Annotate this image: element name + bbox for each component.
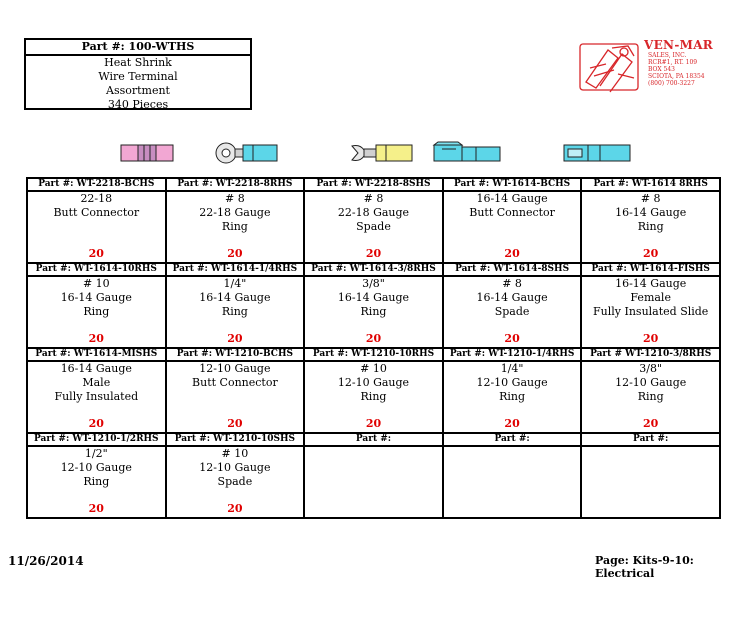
part-quantity: 20 — [227, 247, 243, 260]
part-number: Part #: WT-2218-BCHS — [28, 179, 165, 192]
part-quantity: 20 — [365, 417, 382, 430]
part-desc-line: Butt Connector — [469, 206, 555, 219]
terminal-icons-row — [27, 136, 721, 170]
address-line: BOX 543 — [648, 66, 675, 73]
part-cell — [581, 348, 720, 433]
part-desc-line: 16-14 Gauge — [337, 291, 410, 304]
part-desc-line: 16-14 Gauge — [199, 291, 271, 304]
male-disconnect-icon — [557, 136, 637, 170]
part-desc-line: 16-14 Gauge — [615, 277, 687, 290]
kit-part-number: Part #: 100-WTHS — [26, 40, 250, 56]
part-cell — [581, 178, 720, 263]
part-desc-line: 16-14 Gauge — [615, 206, 687, 219]
part-quantity: 20 — [227, 332, 243, 345]
part-desc-line: 22-18 Gauge — [199, 206, 271, 219]
part-cell — [304, 178, 443, 263]
part-card — [167, 349, 304, 430]
page-label: Page: Kits-9-10: Electrical — [595, 554, 694, 580]
spade-terminal-icon — [342, 136, 422, 170]
kit-desc-line: Heat Shrink — [104, 56, 172, 69]
part-description — [444, 362, 581, 417]
part-quantity: 20 — [365, 332, 382, 345]
part-description — [305, 447, 442, 515]
part-desc-line: Ring — [499, 390, 526, 403]
part-desc-line: Butt Connector — [53, 206, 140, 219]
part-number: Part #: WT-1614 8RHS — [582, 179, 719, 192]
part-desc-line: Fully Insulated — [54, 390, 139, 403]
part-description — [28, 277, 165, 332]
part-desc-line: Spade — [356, 220, 391, 233]
part-description — [28, 362, 165, 417]
part-cell — [27, 433, 166, 518]
part-desc-line: Female — [630, 291, 671, 304]
part-desc-line: 12-10 Gauge — [615, 376, 687, 389]
part-desc-line: 12-10 Gauge — [337, 376, 410, 389]
part-card — [28, 264, 165, 345]
part-desc-line: 16-14 Gauge — [60, 291, 132, 304]
part-description — [305, 277, 442, 332]
part-card — [582, 179, 719, 260]
part-desc-line: # 8 — [363, 192, 384, 205]
part-card — [167, 434, 304, 515]
part-card — [167, 264, 304, 345]
part-quantity: 20 — [227, 417, 243, 430]
part-cell — [27, 178, 166, 263]
part-quantity: 20 — [643, 332, 659, 345]
brand-address — [648, 52, 705, 87]
part-desc-line: # 10 — [360, 362, 387, 375]
part-description — [28, 192, 165, 247]
part-desc-line: Butt Connector — [192, 376, 278, 389]
part-desc-line: # 8 — [640, 192, 661, 205]
venmar-logo-icon — [578, 38, 642, 96]
part-quantity: 20 — [504, 332, 520, 345]
part-number: Part #: WT-1210-1/2RHS — [28, 434, 165, 447]
print-date: 11/26/2014 — [8, 554, 84, 568]
part-card — [305, 264, 442, 345]
part-card — [444, 434, 581, 515]
part-number: Part #: WT-1614-1/4RHS — [167, 264, 304, 277]
part-number: Part #: WT-2218-8SHS — [305, 179, 442, 192]
part-desc-line: Spade — [494, 305, 530, 318]
part-cell — [166, 348, 305, 433]
address-line: RCR#1, RT. 109 — [648, 59, 698, 66]
part-desc-line: 16-14 Gauge — [476, 291, 548, 304]
grid-row — [27, 348, 720, 433]
part-card — [582, 264, 719, 345]
part-cell — [27, 348, 166, 433]
part-cell — [581, 433, 720, 518]
part-desc-line: Ring — [360, 390, 387, 403]
part-desc-line: Ring — [637, 390, 664, 403]
kit-desc-line: Wire Terminal — [98, 70, 178, 83]
brand-name: VEN-MAR — [644, 38, 714, 52]
part-cell — [443, 348, 582, 433]
part-number: Part #: WT-1614-8SHS — [444, 264, 581, 277]
kit-description — [26, 56, 250, 112]
part-description — [582, 277, 719, 332]
part-desc-line: # 10 — [82, 277, 110, 290]
part-desc-line: # 10 — [221, 447, 249, 460]
part-number: Part #: WT-1210-10RHS — [305, 349, 442, 362]
kit-desc-line: 340 Pieces — [107, 98, 169, 111]
part-description — [582, 192, 719, 247]
part-desc-line: Ring — [83, 475, 110, 488]
part-cell — [304, 433, 443, 518]
part-description — [305, 192, 442, 247]
part-number: Part #: WT-2218-8RHS — [167, 179, 304, 192]
part-quantity: 20 — [227, 502, 243, 515]
address-line: SCIOTA, PA 18354 — [648, 73, 705, 80]
part-description — [167, 192, 304, 247]
part-quantity: 20 — [88, 417, 104, 430]
grid-row — [27, 263, 720, 348]
part-desc-line: Spade — [217, 475, 253, 488]
part-quantity: 20 — [643, 247, 659, 260]
address-line: SALES, INC. — [648, 52, 687, 59]
part-cell — [304, 348, 443, 433]
part-card — [305, 434, 442, 515]
part-number: Part #: — [582, 434, 719, 447]
part-quantity: 20 — [88, 502, 104, 515]
part-cell — [443, 178, 582, 263]
part-cell — [443, 433, 582, 518]
part-number: Part #: WT-1614-MISHS — [28, 349, 165, 362]
part-desc-line: 12-10 Gauge — [199, 461, 271, 474]
grid-row — [27, 433, 720, 518]
part-number: Part #: WT-1614-FISHS — [582, 264, 719, 277]
part-desc-line: 1/4" — [500, 362, 524, 375]
part-desc-line: Ring — [221, 220, 248, 233]
part-description — [444, 192, 581, 247]
grid-row — [27, 178, 720, 263]
part-desc-line: Ring — [221, 305, 248, 318]
address-line: (800) 700-3227 — [648, 80, 695, 87]
part-number: Part #: WT-1614-BCHS — [444, 179, 581, 192]
part-number: Part #: — [444, 434, 581, 447]
part-card — [444, 179, 581, 260]
ring-terminal-icon — [207, 136, 287, 170]
part-description — [582, 447, 719, 515]
part-desc-line: Ring — [360, 305, 387, 318]
part-card — [305, 179, 442, 260]
part-cell — [166, 178, 305, 263]
part-description — [444, 447, 581, 515]
part-desc-line: 1/4" — [223, 277, 247, 290]
part-quantity: 20 — [643, 417, 659, 430]
part-cell — [443, 263, 582, 348]
part-description — [444, 277, 581, 332]
part-number: Part #: WT-1210-10SHS — [167, 434, 304, 447]
part-card — [582, 349, 719, 430]
company-logo — [578, 38, 718, 98]
part-description — [167, 277, 304, 332]
part-desc-line: 22-18 Gauge — [337, 206, 410, 219]
part-card — [28, 179, 165, 260]
part-card — [582, 434, 719, 515]
part-description — [167, 362, 304, 417]
part-number: Part #: WT-1210-1/4RHS — [444, 349, 581, 362]
part-cell — [27, 263, 166, 348]
part-card — [28, 349, 165, 430]
part-number: Part #: WT-1614-10RHS — [28, 264, 165, 277]
part-cell — [166, 263, 305, 348]
part-quantity: 20 — [504, 417, 520, 430]
part-desc-line: 3/8" — [639, 362, 663, 375]
part-desc-line: Ring — [637, 220, 664, 233]
part-desc-line: 16-14 Gauge — [60, 362, 132, 375]
part-number: Part #: WT-1210-BCHS — [167, 349, 304, 362]
butt-connector-icon — [107, 136, 187, 170]
part-cell — [166, 433, 305, 518]
kit-desc-line: Assortment — [106, 84, 170, 97]
part-desc-line: Fully Insulated Slide — [593, 305, 709, 318]
part-card — [444, 349, 581, 430]
part-card — [167, 179, 304, 260]
part-number: Part #: — [305, 434, 442, 447]
part-desc-line: 3/8" — [362, 277, 385, 290]
part-cell — [304, 263, 443, 348]
part-desc-line: Male — [82, 376, 111, 389]
part-desc-line: 16-14 Gauge — [476, 192, 548, 205]
kit-header — [24, 38, 252, 110]
female-slide-icon — [427, 136, 507, 170]
part-desc-line: 22-18 — [80, 192, 113, 205]
part-card — [28, 434, 165, 515]
part-desc-line: # 8 — [225, 192, 245, 205]
part-desc-line: 1/2" — [84, 447, 108, 460]
part-cell — [581, 263, 720, 348]
part-description — [28, 447, 165, 502]
part-description — [167, 447, 304, 502]
part-quantity: 20 — [504, 247, 520, 260]
part-desc-line: 12-10 Gauge — [60, 461, 132, 474]
part-desc-line: Ring — [83, 305, 110, 318]
part-desc-line: 12-10 Gauge — [476, 376, 548, 389]
part-quantity: 20 — [88, 247, 104, 260]
part-number: Part #: WT-1614-3/8RHS — [305, 264, 442, 277]
part-desc-line: 12-10 Gauge — [199, 362, 271, 375]
part-quantity: 20 — [88, 332, 104, 345]
part-card — [305, 349, 442, 430]
parts-grid — [26, 177, 721, 519]
part-description — [305, 362, 442, 417]
part-desc-line: # 8 — [502, 277, 522, 290]
part-card — [444, 264, 581, 345]
part-description — [582, 362, 719, 417]
part-quantity: 20 — [365, 247, 382, 260]
part-number: Part # WT-1210-3/8RHS — [582, 349, 719, 362]
